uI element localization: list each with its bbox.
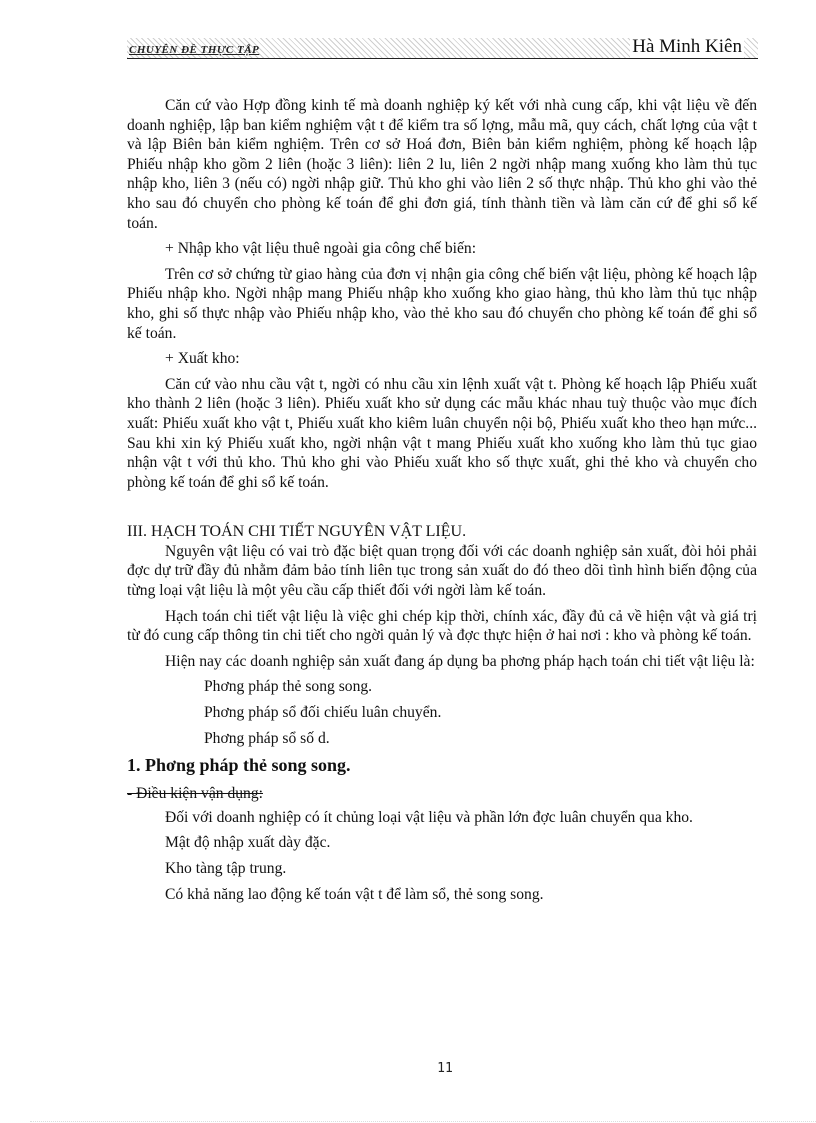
method-item: Phơng pháp thẻ song song. — [204, 678, 373, 696]
paragraph-receipt-procedure: Căn cứ vào Hợp đồng kinh tế mà doanh nghiệp ký kết với nhà cung cấp, khi vật liệu về đến doanh nghiệp, lập ban kiểm nghiệm vật t để kiểm tra số lợng, mẫu mã, quy cách, chất lợng của vật t và lập Biên bản kiểm nghiệm. Trên cơ sở Hoá đơn, Biên bản kiểm nghiệm, phòng kế hoạch lập Phiếu nhập kho gồm 2 liên (hoặc 3 liên): liên 2 lu, liên 2 ngời nhập mang xuống kho làm thủ tục nhập kho, liên 3 (nếu có) ngời nhập giữ. Thủ kho ghi vào liên 2 số thực nhập. Thủ kho ghi vào thẻ kho sau đó chuyển cho phòng kế toán để ghi đơn giá, tính thành tiền và làm căn cứ để ghi sổ kế toán. — [127, 97, 757, 232]
section-heading: III. HẠCH TOÁN CHI TIẾT NGUYÊN VẬT LIỆU. — [127, 523, 467, 541]
paragraph-role-of-materials: Nguyên vật liệu có vai trò đặc biệt quan trọng đối với các doanh nghiệp sản xuất, đòi hỏi phải đợc dự trữ đầy đủ nhằm đảm bảo tính liên tục trong sản xuất do đó theo dõi tình hình biến động của từng loại vật liệu là một yêu cầu cấp thiết đối với ngời làm kế toán. — [127, 542, 757, 600]
header-document-title: CHUYÊN ĐỀ THỰC TẬP — [129, 44, 260, 56]
paragraph-issue-procedure: Căn cứ vào nhu cầu vật t, ngời có nhu cầu xin lệnh xuất vật t. Phòng kế hoạch lập Phiếu xuất kho thành 2 liên (hoặc 3 liên). Phiếu xuất kho sử dụng các mẫu khác nhau tuỳ thuộc vào mục đích xuất: Phiếu xuất kho vật t, Phiếu xuất kho kiêm luân chuyển nội bộ, Phiếu xuất kho theo hạn mức... Sau khi xin ký Phiếu xuất kho, ngời nhận vật t mang Phiếu xuất kho xuống kho làm thủ tục giao nhận vật t với thủ kho. Thủ kho ghi vào Phiếu xuất kho số thực xuất, ghi thẻ kho và chuyển cho phòng kế toán để ghi sổ kế toán. — [127, 375, 757, 491]
paragraph-methods-intro: Hiện nay các doanh nghiệp sản xuất đang áp dụng ba phơng pháp hạch toán chi tiết vật liệu là: — [165, 652, 755, 670]
bullet-outsourced-processing: + Nhập kho vật liệu thuê ngoài gia công chế biến: — [165, 240, 477, 258]
method-item: Phơng pháp sổ số d. — [204, 729, 330, 747]
header-author-name: Hà Minh Kiên — [632, 36, 742, 57]
page-header — [127, 38, 758, 59]
page-bottom-divider — [30, 1121, 816, 1122]
paragraph-outsourced-receipt: Trên cơ sở chứng từ giao hàng của đơn vị nhận gia công chế biến vật liệu, phòng kế hoạch lập Phiếu nhập kho. Ngời nhập mang Phiếu nhập kho xuống kho giao hàng, thủ kho làm thủ tục nhập kho, ghi số thực nhập vào Phiếu nhập kho, vào thẻ kho sau đó chuyển cho phòng kế toán để ghi sổ kế toán. — [127, 265, 757, 342]
paragraph-detailed-accounting: Hạch toán chi tiết vật liệu là việc ghi chép kịp thời, chính xác, đầy đủ cả về hiện vật và giá trị từ đó cung cấp thông tin chi tiết cho ngời quản lý và đợc thực hiện ở hai nơi : kho và phòng kế toán. — [127, 607, 757, 645]
condition-item: Có khả năng lao động kế toán vật t để làm sổ, thẻ song song. — [165, 885, 544, 903]
condition-item: Mật độ nhập xuất dày đặc. — [165, 834, 331, 852]
page-number: 11 — [437, 1061, 453, 1076]
heading-parallel-card-method: 1. Phơng pháp thẻ song song. — [127, 755, 351, 776]
bullet-issue: + Xuất kho: — [165, 350, 240, 368]
condition-item: Đối với doanh nghiệp có ít chủng loại vật liệu và phần lớn đợc luân chuyển qua kho. — [165, 808, 693, 826]
page-body — [127, 96, 757, 910]
condition-item: Kho tàng tập trung. — [165, 860, 287, 877]
subheading-conditions: - Điều kiện vận dụng: — [127, 785, 263, 803]
method-item: Phơng pháp sổ đối chiếu luân chuyển. — [204, 704, 442, 722]
